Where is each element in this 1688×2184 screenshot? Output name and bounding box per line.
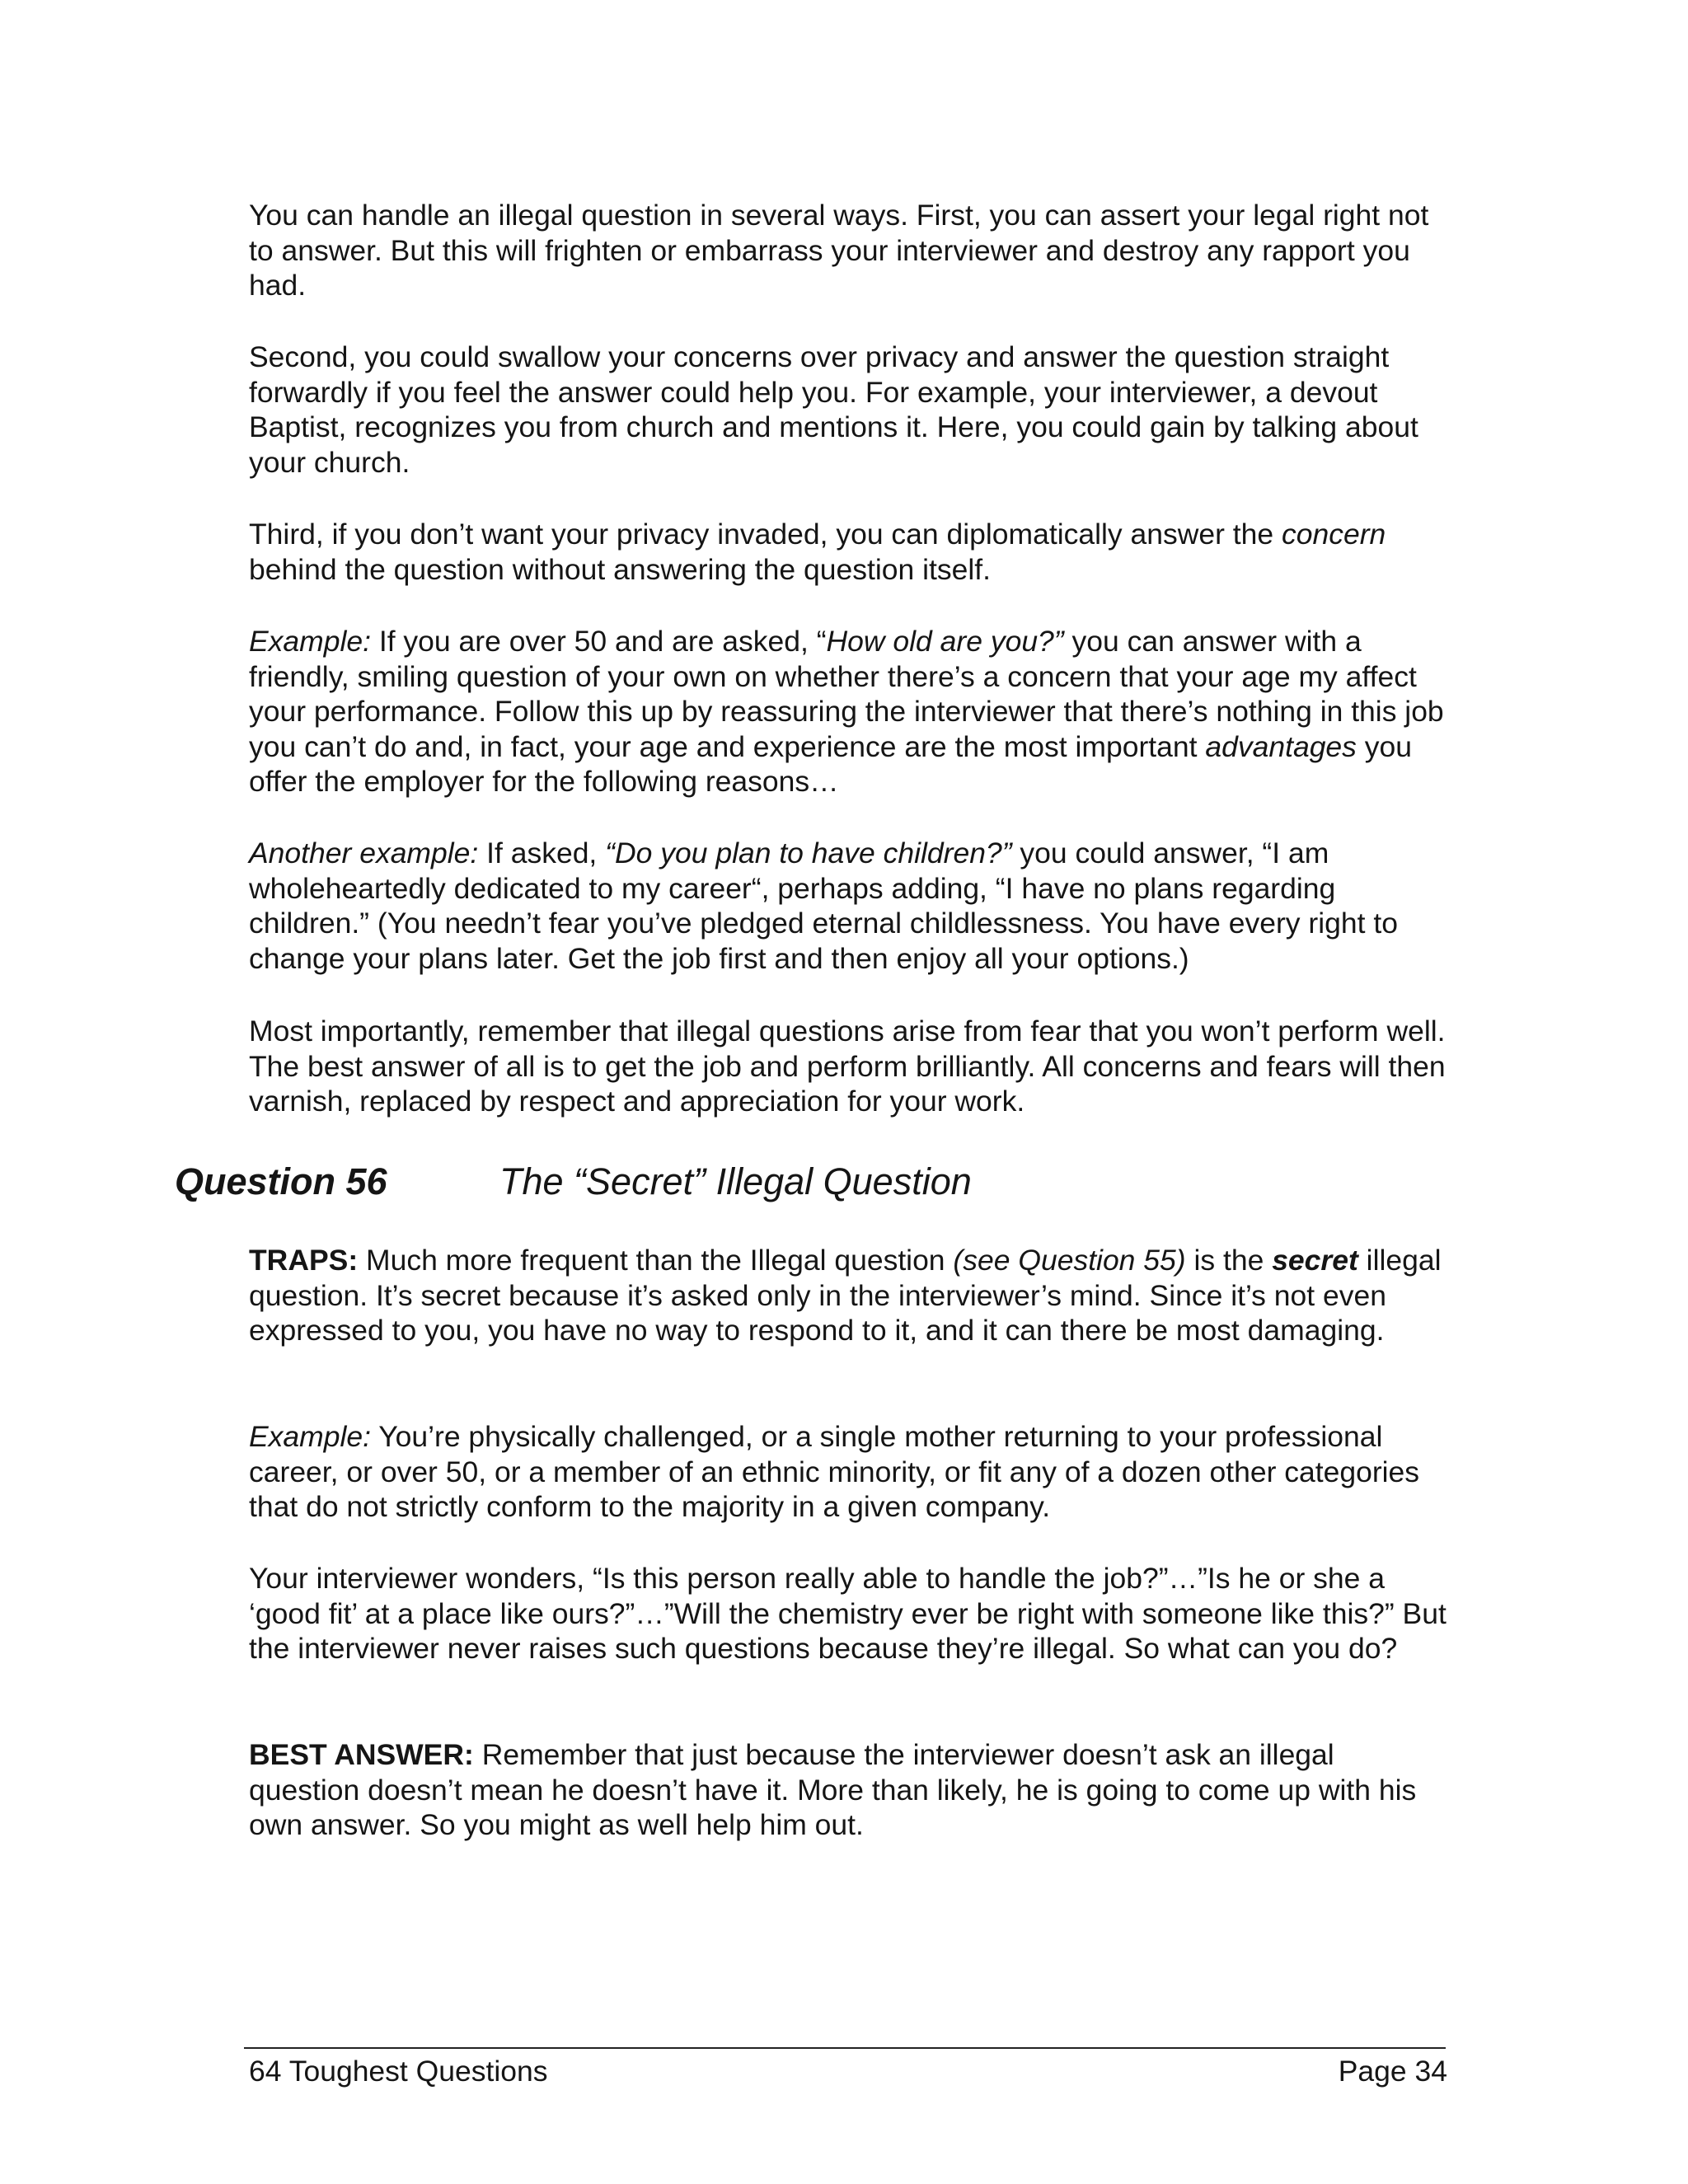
paragraph-example-challenged: Example: You’re physically challenged, or a single mother returning to your professional career, or over 50, or a member of an ethnic minority, or fit any of a dozen other categories that do not strictly conform to the majority in a given company. (249, 1420, 1420, 1524)
footer-page-number: Page 34 (1338, 2055, 1447, 2088)
example-label: Example: (249, 1420, 371, 1453)
question-number: Question 56 (175, 1160, 387, 1202)
quoted-question: “Do you plan to have children?” (605, 837, 1012, 869)
paragraph-example-age: Example: If you are over 50 and are asked, “How old are you?” you can answer with a friendly, smiling question of your own on whether there’s a concern that your age my affect your performance. Follow this up by reassuring the interviewer that there’s nothing in this job you can’t do and, in fact, your age and experience are the most important advantages you offer the employer for the following reasons… (249, 625, 1444, 799)
example-label: Example: (249, 625, 371, 658)
paragraph-answer-concern: Third, if you don’t want your privacy invaded, you can diplomatically answer the concern behind the question without answering the question itself. (249, 518, 1386, 586)
emphasis-concern: concern (1282, 518, 1386, 551)
cross-reference: (see Question 55) (953, 1244, 1186, 1277)
footer-divider (244, 2047, 1446, 2049)
paragraph-interviewer-wonders: Your interviewer wonders, “Is this person really able to handle the job?”…”Is he or she a ‘good fit’ at a place like ours?”…”Will the chemistry ever be right with someone like this?” But the interviewer never raises such questions because they’re illegal. So what can you do? (249, 1562, 1447, 1666)
traps-label: TRAPS: (249, 1244, 359, 1277)
section-heading (175, 1160, 972, 1204)
paragraph-answer-straightforwardly: Second, you could swallow your concerns over privacy and answer the question straight forwardly if you feel the answer could help you. For example, your interviewer, a devout Baptist, recognizes you from church and mentions it. Here, you could gain by talking about your church. (249, 340, 1418, 479)
emphasis-advantages: advantages (1205, 729, 1357, 763)
paragraph-example-children: Another example: If asked, “Do you plan to have children?” you could answer, “I am wholeheartedly dedicated to my career“, perhaps adding, “I have no plans regarding children.” (You needn’t fear you’ve pledged eternal childlessness. You have every right to change your plans later. Get the job first and then enjoy all your options.) (249, 837, 1398, 975)
best-answer-label: BEST ANSWER: (249, 1738, 474, 1771)
paragraph-most-importantly: Most importantly, remember that illegal questions arise from fear that you won’t perform well. The best answer of all is to get the job and perform brilliantly. All concerns and fears will then varnish, replaced by respect and appreciation for your work. (249, 1015, 1446, 1118)
paragraph-best-answer: BEST ANSWER: Remember that just because the interviewer doesn’t ask an illegal question doesn’t mean he doesn’t have it. More than likely, he is going to come up with his own answer. So you might as well help him out. (249, 1738, 1417, 1842)
paragraph-traps: TRAPS: Much more frequent than the Illegal question (see Question 55) is the secret illegal question. It’s secret because it’s asked only in the interviewer’s mind. Since it’s not even expressed to you, you have no way to respond to it, and it can there be most damaging. (249, 1244, 1442, 1347)
paragraph-illegal-question-ways: You can handle an illegal question in several ways. First, you can assert your legal right not to answer. But this will frighten or embarrass your interviewer and destroy any rapport you had. (249, 199, 1429, 302)
quoted-question: How old are you?” (826, 625, 1064, 658)
another-example-label: Another example: (249, 837, 479, 869)
emphasis-secret: secret (1272, 1244, 1358, 1277)
footer-book-title: 64 Toughest Questions (249, 2055, 548, 2088)
question-title: The “Secret” Illegal Question (499, 1160, 972, 1202)
